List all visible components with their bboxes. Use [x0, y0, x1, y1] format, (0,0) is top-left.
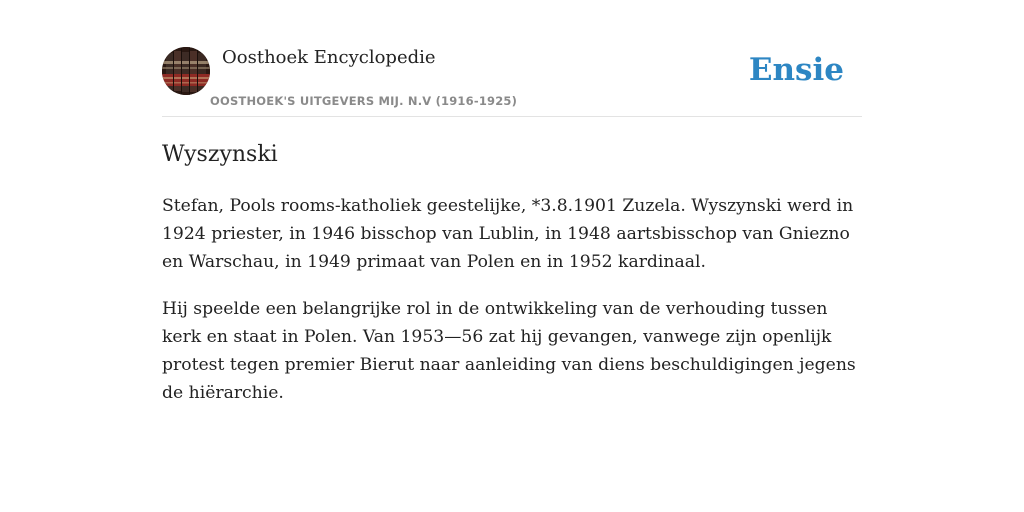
ensie-logo[interactable]: Ensie [748, 52, 844, 88]
entry-body [162, 192, 862, 426]
source-title[interactable]: Oosthoek Encyclopedie [222, 47, 436, 68]
encyclopedia-avatar[interactable] [162, 47, 210, 95]
source-subtitle: OOSTHOEK'S UITGEVERS MIJ. N.V (1916-1925) [210, 94, 518, 108]
source-header [162, 46, 862, 117]
entry-paragraph: Stefan, Pools rooms-katholiek geestelijke, *3.8.1901 Zuzela. Wyszynski werd in 1924 priester, in 1946 bisschop van Lublin, in 1948 aartsbisschop van Gniezno en Warschau, in 1949 primaat van Polen en in 1952 kardinaal. [162, 196, 854, 272]
entry-paragraph: Hij speelde een belangrijke rol in de ontwikkeling van de verhouding tussen kerk en staat in Polen. Van 1953—56 zat hij gevangen, vanwege zijn openlijk protest tegen premier Bierut naar aanleiding van diens beschuldigingen jegens de hiërarchie. [162, 299, 856, 403]
book-spines-icon [162, 47, 210, 95]
entry-title: Wyszynski [162, 142, 278, 167]
